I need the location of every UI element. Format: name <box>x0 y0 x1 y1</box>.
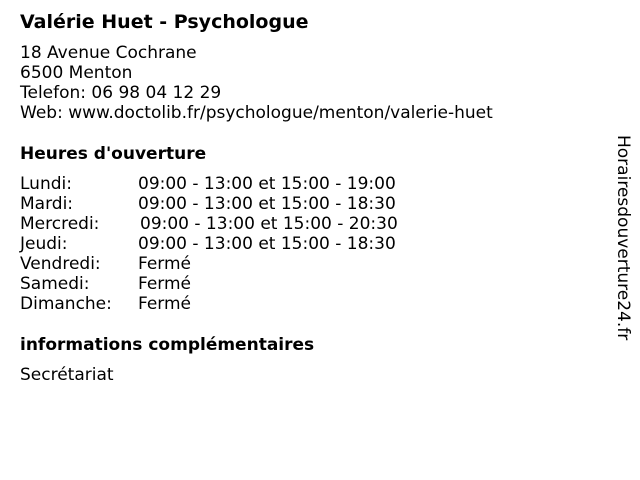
day-label: Samedi: <box>20 274 90 294</box>
website-text: Web: www.doctolib.fr/psychologue/menton/valerie-huet <box>20 103 493 123</box>
business-listing <box>20 10 600 385</box>
hours-value: 09:00 - 13:00 et 15:00 - 20:30 <box>140 214 398 234</box>
hours-value: Fermé <box>138 294 192 314</box>
hours-row-monday <box>20 174 600 194</box>
day-label: Mercredi: <box>20 214 100 234</box>
hours-value: 09:00 - 13:00 et 15:00 - 18:30 <box>138 194 396 214</box>
address-line-1: 18 Avenue Cochrane <box>20 43 197 63</box>
hours-row-saturday <box>20 274 600 294</box>
hours-value: 09:00 - 13:00 et 15:00 - 19:00 <box>138 174 396 194</box>
hours-row-sunday <box>20 294 600 314</box>
hours-value: 09:00 - 13:00 et 15:00 - 18:30 <box>138 234 396 254</box>
additional-info-title: informations complémentaires <box>20 335 315 355</box>
phone-text: Telefon: 06 98 04 12 29 <box>20 83 222 103</box>
page-title: Valérie Huet - Psychologue <box>20 11 309 33</box>
hours-value: Fermé <box>138 254 192 274</box>
opening-hours-title: Heures d'ouverture <box>20 144 207 164</box>
day-label: Lundi: <box>20 174 72 194</box>
hours-value: Fermé <box>138 274 192 294</box>
hours-row-tuesday <box>20 194 600 214</box>
opening-hours-list <box>20 174 600 314</box>
day-label: Jeudi: <box>20 234 68 254</box>
hours-row-thursday <box>20 234 600 254</box>
hours-row-friday <box>20 254 600 274</box>
day-label: Mardi: <box>20 194 74 214</box>
additional-info-text: Secrétariat <box>20 365 114 385</box>
day-label: Dimanche: <box>20 294 112 314</box>
hours-row-wednesday <box>20 214 600 234</box>
address-line-2: 6500 Menton <box>20 63 133 83</box>
day-label: Vendredi: <box>20 254 101 274</box>
site-watermark: Horairesdouverture24.fr <box>613 135 633 341</box>
